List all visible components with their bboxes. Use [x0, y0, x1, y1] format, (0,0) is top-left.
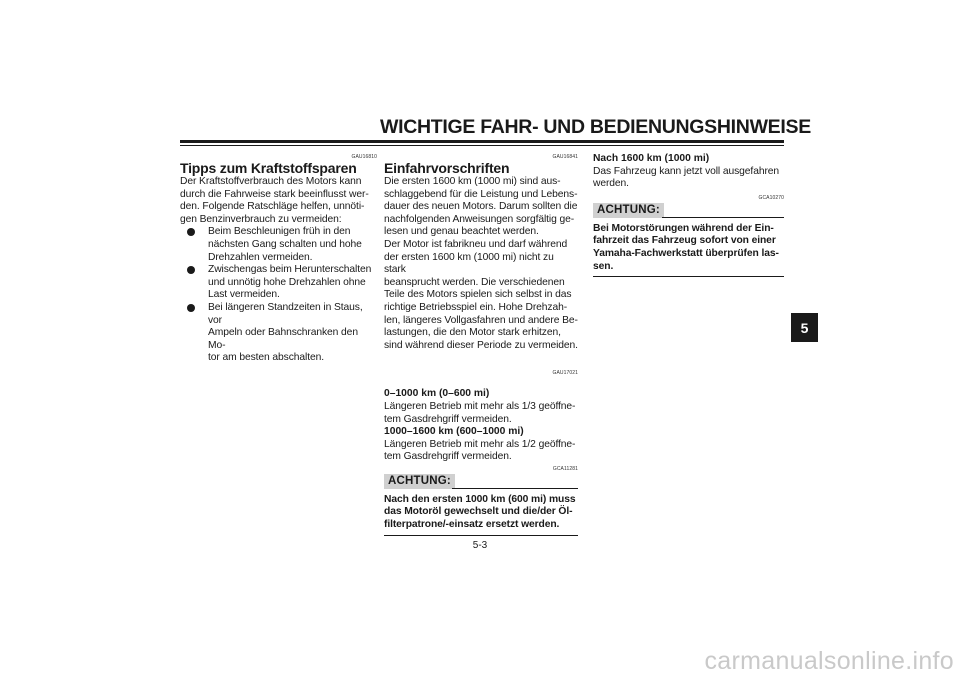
range-3-text: Das Fahrzeug kann jetzt voll ausgefahren werden.: [593, 165, 780, 190]
list-item: Beim Beschleunigen früh in den nächsten Gang schalten und hohe Drehzahlen vermeiden.: [180, 226, 377, 264]
caution-label: ACHTUNG:: [384, 474, 455, 489]
section-code: GAU16841: [552, 154, 578, 160]
section-heading-fuel-saving: Tipps zum Kraftstoffsparen: [180, 160, 357, 176]
title-rule-thin: [180, 145, 784, 146]
section-code: GAU16810: [351, 154, 377, 160]
caution-end-rule: [593, 276, 784, 277]
break-in-paragraph-1: Die ersten 1600 km (1000 mi) sind aus- schlaggebend für die Leistung und Lebens- dauer des neuen Motors. Darum sollten die nachfolgenden Anweisungen sorgfältig ge- lesen und genau beachtet werden.: [384, 176, 578, 238]
fuel-tips-list: [180, 226, 377, 365]
range-1-text: Längeren Betrieb mit mehr als 1/3 geöffne- tem Gasdrehgriff vermeiden.: [384, 400, 576, 425]
caution-header: [593, 203, 784, 219]
chapter-tab[interactable]: 5: [791, 313, 818, 342]
section-heading-break-in: Einfahrvorschriften: [384, 160, 510, 176]
break-in-paragraph-2: Der Motor ist fabrikneu und darf während der ersten 1600 km (1000 mi) nicht zu stark beansprucht werden. Die verschiedenen Teile des Motors spielen sich selbst in das richtige Betriebsspiel ein. Hohe Drehzah- len, längeres Vollgasfahren und andere Be- lastungen, die den Motor stark erhitzen, sind während dieser Periode zu vermeiden.: [384, 238, 578, 351]
fuel-intro-paragraph: Der Kraftstoffverbrauch des Motors kann durch die Fahrweise stark beeinflusst wer- den. Folgende Ratschläge helfen, unnöti- gen Benzinverbrauch zu vermeiden:: [180, 176, 369, 225]
page-number: 5-3: [472, 540, 488, 551]
list-item: Zwischengas beim Herunterschalten und unnötig hohe Drehzahlen ohne Last vermeiden.: [180, 264, 377, 302]
caution-end-rule: [384, 535, 578, 536]
caution-header: [384, 474, 578, 490]
left-column: [180, 154, 377, 365]
bullet-icon: [187, 228, 195, 236]
caution-text: Bei Motorstörungen während der Ein- fahrzeit das Fahrzeug sofort von einer Yamaha-Fachwerkstatt überprüfen las- sen.: [593, 222, 779, 272]
caution-rule: [452, 488, 578, 489]
list-item: Bei längeren Standzeiten in Staus, vor Ampeln oder Bahnschranken den Mo- tor am besten abschalten.: [180, 302, 377, 365]
caution-code: GCA11281: [552, 465, 578, 472]
page-title: WICHTIGE FAHR- UND BEDIENUNGSHINWEISE: [380, 116, 811, 138]
range-1-title: 0–1000 km (0–600 mi): [384, 388, 490, 400]
range-2-text: Längeren Betrieb mit mehr als 1/2 geöffne- tem Gasdrehgriff vermeiden.: [384, 438, 576, 463]
bullet-icon: [187, 266, 195, 274]
caution-text: Nach den ersten 1000 km (600 mi) muss das Motoröl gewechselt und die/der Öl- filterpatrone/-einsatz ersetzt werden.: [384, 493, 576, 531]
caution-label: ACHTUNG:: [593, 203, 664, 218]
title-rule: [180, 140, 784, 143]
caution-rule: [662, 217, 784, 218]
bullet-icon: [187, 304, 195, 312]
caution-code: GCA10270: [758, 194, 784, 201]
section-code: GAU17021: [552, 370, 578, 377]
range-2-title: 1000–1600 km (600–1000 mi): [384, 426, 524, 438]
middle-column: [384, 154, 578, 536]
range-3-title: Nach 1600 km (1000 mi): [593, 153, 710, 164]
right-column: [593, 153, 784, 277]
watermark: carmanualsonline.info: [704, 647, 954, 675]
